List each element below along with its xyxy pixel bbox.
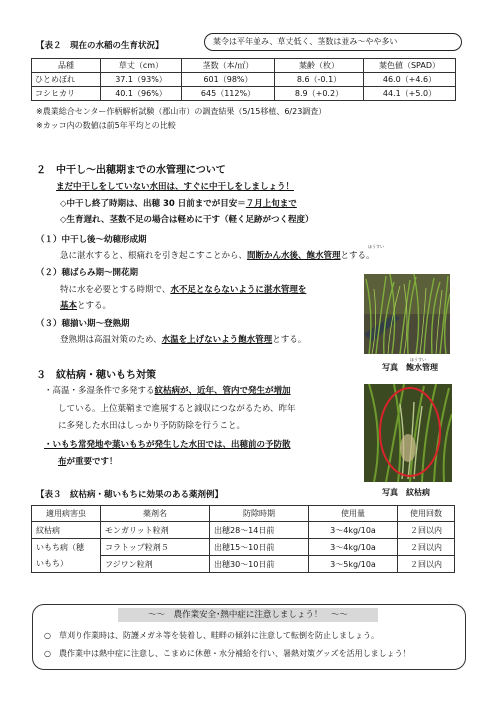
- cell-target: いもち）: [32, 556, 101, 573]
- table-row: [32, 73, 456, 87]
- safety-notice-item-heatstroke: ○ 農作業中は熱中症に注意し、こまめに休憩・水分補給を行い、暑熱対策グッズを活用しましょう！: [44, 649, 411, 658]
- cell-height: 37.1（93%）: [101, 73, 182, 87]
- cell-timing: 出穂30～10日前: [210, 556, 309, 573]
- sub1-text-emphasis: 間断かん水後、飽水管理: [247, 251, 341, 261]
- sub1-text-a: 急に湛水すると、根痛れを引き起こすことから、: [60, 251, 248, 261]
- cell-chemical: モンガリット粒剤: [101, 522, 210, 539]
- col-header-amount: 使用量: [309, 506, 398, 522]
- col-header-leaf-age: 葉齢（枚）: [275, 59, 364, 73]
- sub1-ruby: ほうすい: [368, 244, 384, 249]
- cell-count: ２回以内: [398, 522, 455, 539]
- section2-bullet-light-drying: ◇生育遅れ、茎数不足の場合は軽めに干す（軽く足跡がつく程度）: [60, 215, 314, 225]
- cell-amount: 3～4kg/10a: [309, 522, 398, 539]
- cell-timing: 出穂15～10日前: [210, 539, 309, 556]
- section2-bullet-end-timing: [60, 198, 297, 210]
- para2-emphasis: 布: [58, 457, 67, 467]
- col-header-variety: 品種: [32, 59, 101, 73]
- table-row: [32, 556, 455, 573]
- cell-leaf-color: 46.0（+4.6）: [364, 73, 456, 87]
- table-row: [32, 539, 455, 556]
- table-row: [32, 522, 455, 539]
- sub3-text-b: とする。: [272, 335, 307, 345]
- cell-count: ２回以内: [398, 539, 455, 556]
- cell-leaf-color: 44.1（+5.0）: [364, 87, 456, 101]
- section3-para1-line1: [44, 385, 291, 397]
- safety-notice-item-mowing: ○ 草刈り作業時は、防護メガネ等を装着し、畦畔の傾斜に注意して転倒を防止しましょう。: [44, 631, 379, 640]
- sub1-text: [60, 250, 375, 262]
- table-header-row: [32, 59, 456, 73]
- section3-para2-line1: ・いもち常発地や葉いもちが発生した水田では、出穂前の予防散: [44, 440, 291, 450]
- sub2-text-b: とする。: [77, 301, 112, 311]
- growth-summary-callout: 葉令は平年並み、草丈低く、茎数は並み～やや多い: [204, 33, 462, 51]
- table2-note-source: ※農業総合センター作柄解析試験（郡山市）の調査結果（5/15移植、6/23調査）: [36, 107, 327, 116]
- sub2-text-a: 特に水を必要とする時期で、: [60, 285, 171, 295]
- cell-height: 40.1（96%）: [101, 87, 182, 101]
- section2-lead: まだ中干しをしていない水田は、すぐに中干しをしましょう！: [56, 182, 295, 192]
- sub2-text-cont: [60, 300, 111, 312]
- cell-target: いもち病（穂: [32, 539, 101, 556]
- col-header-stems: 茎数（本/㎡）: [182, 59, 275, 73]
- sub2-text: [60, 284, 306, 296]
- bullet-emphasis: ７月上旬まで: [245, 199, 297, 209]
- cell-stems: 645（112%）: [182, 87, 275, 101]
- cell-variety: コシヒカリ: [32, 87, 101, 101]
- cell-count: ２回以内: [398, 556, 455, 573]
- para1-text-a: ・高温・多湿条件で多発する: [44, 386, 155, 396]
- photo1-caption: 写真 飽水管理: [382, 363, 438, 372]
- sub2-text-emphasis-2: 基本: [60, 301, 78, 311]
- col-header-count: 使用回数: [398, 506, 455, 522]
- col-header-timing: 防除時期: [210, 506, 309, 522]
- sub2-text-emphasis: 水不足とならないように湛水管理を: [170, 285, 307, 295]
- section3-para2-line2: [58, 456, 118, 468]
- cell-target: 紋枯病: [32, 522, 101, 539]
- table-row: [32, 87, 456, 101]
- safety-notice-title: ～～ 農作業安全･熱中症に注意しましょう！ ～～: [118, 608, 378, 622]
- section3-title: ３ 紋枯病・穂いもち対策: [36, 370, 156, 381]
- table-header-row: [32, 506, 455, 522]
- sub3-text-a: 登熟期は高温対策のため、: [60, 335, 162, 345]
- cell-chemical: コラトップ粒剤５: [101, 539, 210, 556]
- sub3-title: （３）穂揃い期～登熟期: [36, 319, 130, 329]
- sub2-title: （２）穂ばらみ期～開花期: [36, 268, 139, 278]
- col-header-chemical: 薬剤名: [101, 506, 210, 522]
- section2-title: ２ 中干し～出穂期までの水管理について: [36, 165, 226, 176]
- photo2-caption: 写真 紋枯病: [382, 488, 430, 497]
- col-header-height: 草丈（cm）: [101, 59, 182, 73]
- growth-status-table: [31, 58, 456, 101]
- saturated-water-photo: [364, 274, 450, 354]
- col-header-leaf-color: 葉色値（SPAD）: [364, 59, 456, 73]
- cell-variety: ひとめぼれ: [32, 73, 101, 87]
- cell-amount: 3～5kg/10a: [309, 556, 398, 573]
- cell-stems: 601（98%）: [182, 73, 275, 87]
- sub1-text-b: とする。: [340, 251, 375, 261]
- cell-timing: 出穂28～14日前: [210, 522, 309, 539]
- cell-leaf-age: 8.6（-0.1）: [275, 73, 364, 87]
- cell-amount: 3～4kg/10a: [309, 539, 398, 556]
- sub3-text: [60, 334, 306, 346]
- col-header-target: 適用病害虫: [32, 506, 101, 522]
- cell-chemical: フジワン粒剤: [101, 556, 210, 573]
- sheath-blight-photo: [364, 384, 452, 482]
- table2-note-comparison: ※カッコ内の数値は前5年平均との比較: [36, 121, 176, 130]
- photo1-ruby: ほうすい: [410, 357, 426, 362]
- table3-caption: 【表３ 紋枯病・穂いもちに効果のある薬剤例】: [36, 490, 224, 500]
- bullet-text: ◇中干し終了時期は、出穂 30 日前までが目安＝: [60, 199, 246, 209]
- sub1-title: （１）中干し後～幼穂形成期: [36, 235, 147, 245]
- table2-caption: 【表２ 現在の水稲の生育状況】: [36, 41, 164, 51]
- fungicide-table: [31, 505, 455, 573]
- para2-text-b: が重要です！: [66, 457, 118, 467]
- sub3-text-emphasis: 水温を上げないよう飽水管理: [161, 335, 273, 345]
- para1-emphasis: 紋枯病が、近年、管内で発生が増加: [154, 386, 291, 396]
- cell-leaf-age: 8.9（+0.2）: [275, 87, 364, 101]
- section3-para1-line3: に多発した水田はしっかり予防防除を行うこと。: [58, 421, 246, 431]
- section3-para1-line2: している。上位葉鞘まで進展すると減収につながるため、昨年: [58, 404, 296, 414]
